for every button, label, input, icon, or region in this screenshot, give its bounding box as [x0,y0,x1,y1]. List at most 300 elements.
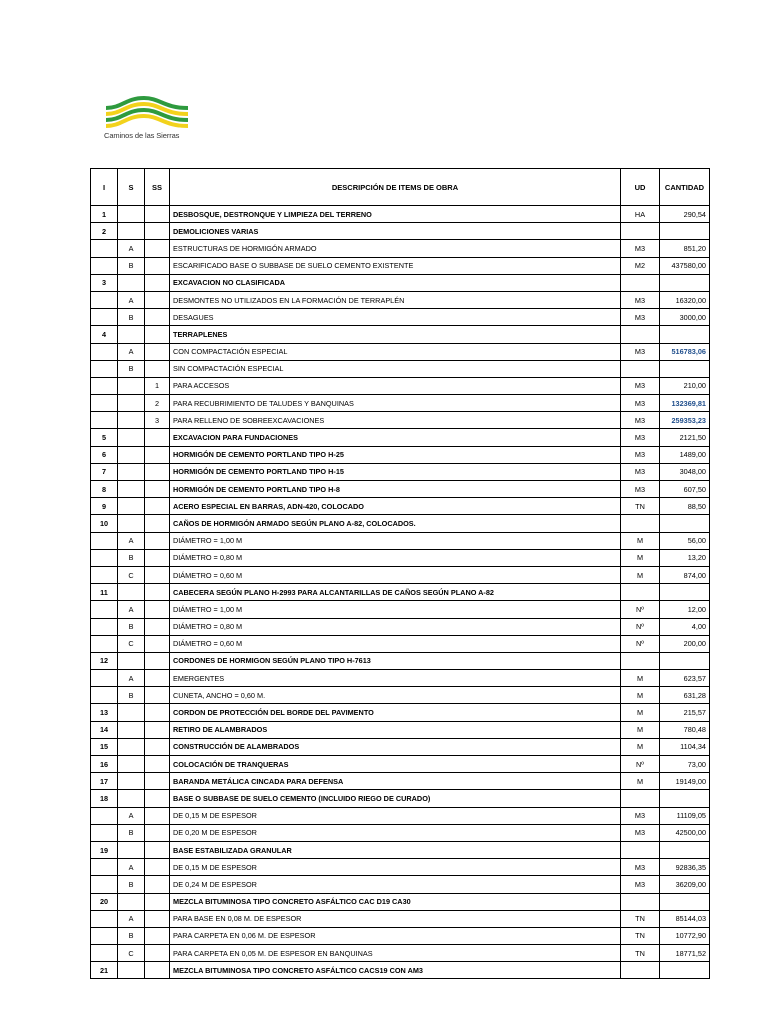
cell-subitem: C [118,945,145,962]
cell-item-number: 4 [91,326,118,343]
table-row [91,360,710,377]
cell-subsubitem [145,635,170,652]
cell-subsubitem [145,704,170,721]
cell-quantity [660,584,710,601]
table-row [91,756,710,773]
cell-description: DIÁMETRO = 1,00 M [170,532,621,549]
cell-description: BASE O SUBBASE DE SUELO CEMENTO (INCLUIDO RIEGO DE CURADO) [170,790,621,807]
cell-unit: M3 [621,824,660,841]
cell-subitem [118,412,145,429]
cell-unit [621,893,660,910]
cell-subitem: A [118,343,145,360]
cell-subsubitem: 2 [145,395,170,412]
cell-subitem: A [118,670,145,687]
cell-unit: M [621,721,660,738]
cell-subsubitem [145,532,170,549]
cell-item-number: 7 [91,463,118,480]
header-description: DESCRIPCIÓN DE ITEMS DE OBRA [170,169,621,206]
cell-description: TERRAPLENES [170,326,621,343]
table-row [91,463,710,480]
cell-unit: M3 [621,807,660,824]
cell-subsubitem [145,326,170,343]
cell-unit: M [621,566,660,583]
cell-subitem: A [118,859,145,876]
table-row [91,223,710,240]
cell-description: CORDONES DE HORMIGON SEGÚN PLANO TIPO H-7613 [170,652,621,669]
cell-subitem [118,756,145,773]
cell-item-number: 13 [91,704,118,721]
cell-description: DIÁMETRO = 0,80 M [170,618,621,635]
cell-subitem [118,790,145,807]
cell-unit: Nº [621,601,660,618]
cell-subitem [118,773,145,790]
cell-unit [621,652,660,669]
cell-unit [621,360,660,377]
cell-item-number [91,377,118,394]
cell-quantity [660,360,710,377]
cell-unit: M3 [621,291,660,308]
cell-subitem [118,652,145,669]
cell-item-number: 9 [91,498,118,515]
cell-quantity: 210,00 [660,377,710,394]
table-row [91,670,710,687]
table-row [91,395,710,412]
cell-quantity [660,841,710,858]
cell-description: MEZCLA BITUMINOSA TIPO CONCRETO ASFÁLTICO CACS19 CON AM3 [170,962,621,979]
cell-subsubitem [145,893,170,910]
cell-subitem: A [118,240,145,257]
header-s: S [118,169,145,206]
cell-subitem: B [118,927,145,944]
cell-unit: M3 [621,463,660,480]
cell-unit: M3 [621,429,660,446]
cell-subsubitem [145,945,170,962]
cell-subsubitem [145,481,170,498]
cell-quantity: 18771,52 [660,945,710,962]
cell-unit [621,841,660,858]
cell-subsubitem [145,274,170,291]
company-logo [104,96,190,142]
cell-description: CONSTRUCCIÓN DE ALAMBRADOS [170,738,621,755]
cell-quantity: 200,00 [660,635,710,652]
header-ss: SS [145,169,170,206]
cell-subsubitem [145,584,170,601]
cell-subsubitem [145,876,170,893]
cell-item-number [91,412,118,429]
table-row [91,309,710,326]
cell-item-number [91,240,118,257]
table-row [91,206,710,223]
cell-subsubitem [145,343,170,360]
cell-description: DIÁMETRO = 0,60 M [170,566,621,583]
cell-subitem: B [118,257,145,274]
cell-subitem [118,584,145,601]
cell-item-number [91,635,118,652]
cell-description: ACERO ESPECIAL EN BARRAS, ADN-420, COLOCADO [170,498,621,515]
cell-unit: M [621,687,660,704]
cell-subitem: C [118,566,145,583]
cell-quantity: 42500,00 [660,824,710,841]
cell-subsubitem [145,309,170,326]
cell-subitem [118,395,145,412]
cell-description: HORMIGÓN DE CEMENTO PORTLAND TIPO H-25 [170,446,621,463]
cell-quantity: 215,57 [660,704,710,721]
cell-quantity: 623,57 [660,670,710,687]
cell-unit [621,790,660,807]
cell-unit: M2 [621,257,660,274]
cell-quantity [660,326,710,343]
cell-unit: TN [621,910,660,927]
cell-subsubitem [145,962,170,979]
header-ud: UD [621,169,660,206]
table-row [91,618,710,635]
table-row [91,738,710,755]
cell-quantity: 88,50 [660,498,710,515]
cell-subsubitem [145,618,170,635]
cell-item-number: 17 [91,773,118,790]
cell-quantity: 132369,81 [660,395,710,412]
cell-subsubitem: 1 [145,377,170,394]
cell-quantity: 516783,06 [660,343,710,360]
cell-unit: M3 [621,446,660,463]
cell-subsubitem [145,566,170,583]
cell-subsubitem [145,498,170,515]
cell-item-number: 6 [91,446,118,463]
table-row [91,790,710,807]
cell-item-number [91,807,118,824]
cell-item-number: 19 [91,841,118,858]
cell-subsubitem [145,687,170,704]
cell-quantity: 36209,00 [660,876,710,893]
cell-description: PARA RECUBRIMIENTO DE TALUDES Y BANQUINAS [170,395,621,412]
cell-quantity: 3000,00 [660,309,710,326]
table-row [91,652,710,669]
cell-description: DEMOLICIONES VARIAS [170,223,621,240]
cell-subitem: A [118,807,145,824]
cell-quantity: 12,00 [660,601,710,618]
table-row [91,584,710,601]
cell-item-number: 2 [91,223,118,240]
cell-subsubitem [145,859,170,876]
cell-quantity [660,652,710,669]
cell-description: HORMIGÓN DE CEMENTO PORTLAND TIPO H-8 [170,481,621,498]
cell-description: DESMONTES NO UTILIZADOS EN LA FORMACIÓN DE TERRAPLÉN [170,291,621,308]
cell-subitem: C [118,635,145,652]
cell-item-number [91,687,118,704]
cell-subitem [118,223,145,240]
cell-item-number: 11 [91,584,118,601]
cell-description: EMERGENTES [170,670,621,687]
cell-subitem [118,206,145,223]
cell-quantity: 16320,00 [660,291,710,308]
cell-item-number [91,859,118,876]
cell-subitem: B [118,687,145,704]
table-row [91,945,710,962]
cell-unit [621,274,660,291]
cell-item-number [91,945,118,962]
cell-quantity: 11109,05 [660,807,710,824]
table-row [91,412,710,429]
cell-description: DE 0,15 M DE ESPESOR [170,859,621,876]
cell-unit: M [621,704,660,721]
table-row [91,515,710,532]
cell-subitem [118,704,145,721]
cell-subitem: A [118,291,145,308]
cell-description: DESAGUES [170,309,621,326]
cell-subsubitem [145,807,170,824]
cell-description: PARA CARPETA EN 0,06 M. DE ESPESOR [170,927,621,944]
cell-item-number [91,395,118,412]
cell-quantity [660,223,710,240]
cell-subitem: B [118,876,145,893]
cell-subsubitem [145,910,170,927]
cell-quantity: 56,00 [660,532,710,549]
cell-description: RETIRO DE ALAMBRADOS [170,721,621,738]
cell-subsubitem [145,738,170,755]
cell-item-number [91,910,118,927]
cell-item-number [91,291,118,308]
cell-description: PARA ACCESOS [170,377,621,394]
cell-quantity: 19149,00 [660,773,710,790]
table-row [91,446,710,463]
cell-subsubitem [145,652,170,669]
cell-item-number: 5 [91,429,118,446]
cell-unit: M3 [621,481,660,498]
cell-description: BARANDA METÁLICA CINCADA PARA DEFENSA [170,773,621,790]
table-row [91,549,710,566]
cell-item-number [91,670,118,687]
cell-quantity [660,893,710,910]
table-row [91,910,710,927]
cell-unit: Nº [621,756,660,773]
cell-unit: M3 [621,343,660,360]
cell-subsubitem: 3 [145,412,170,429]
cell-description: DE 0,24 M DE ESPESOR [170,876,621,893]
cell-item-number [91,566,118,583]
cell-quantity: 3048,00 [660,463,710,480]
cell-quantity [660,962,710,979]
cell-quantity: 13,20 [660,549,710,566]
cell-unit: M3 [621,859,660,876]
cell-item-number [91,343,118,360]
cell-description: PARA CARPETA EN 0,05 M. DE ESPESOR EN BANQUINAS [170,945,621,962]
cell-quantity: 874,00 [660,566,710,583]
cell-unit [621,223,660,240]
cell-description: MEZCLA BITUMINOSA TIPO CONCRETO ASFÁLTICO CAC D19 CA30 [170,893,621,910]
cell-unit: M [621,738,660,755]
cell-description: DIÁMETRO = 0,80 M [170,549,621,566]
cell-subitem [118,515,145,532]
cell-unit: TN [621,945,660,962]
cell-quantity: 851,20 [660,240,710,257]
cell-description: EXCAVACION PARA FUNDACIONES [170,429,621,446]
cell-item-number [91,601,118,618]
cell-subsubitem [145,240,170,257]
cell-unit [621,962,660,979]
cell-subsubitem [145,360,170,377]
cell-subitem [118,446,145,463]
cell-unit [621,584,660,601]
cell-description: ESCARIFICADO BASE O SUBBASE DE SUELO CEMENTO EXISTENTE [170,257,621,274]
cell-unit: Nº [621,618,660,635]
table-row [91,704,710,721]
cell-unit: M3 [621,412,660,429]
cell-unit: M3 [621,395,660,412]
table-row [91,962,710,979]
cell-subitem [118,721,145,738]
cell-quantity [660,274,710,291]
cell-subsubitem [145,549,170,566]
cell-subsubitem [145,446,170,463]
cell-subitem: A [118,601,145,618]
cell-subsubitem [145,429,170,446]
cell-unit: HA [621,206,660,223]
table-row [91,876,710,893]
cell-subsubitem [145,721,170,738]
table-row [91,927,710,944]
cell-description: COLOCACIÓN DE TRANQUERAS [170,756,621,773]
cell-item-number: 1 [91,206,118,223]
table-row [91,841,710,858]
cell-description: ESTRUCTURAS DE HORMIGÓN ARMADO [170,240,621,257]
cell-subsubitem [145,463,170,480]
cell-subitem: B [118,549,145,566]
table-row [91,687,710,704]
cell-item-number [91,876,118,893]
cell-subsubitem [145,927,170,944]
cell-subsubitem [145,824,170,841]
table-row [91,859,710,876]
cell-subitem [118,962,145,979]
cell-subsubitem [145,206,170,223]
cell-quantity: 2121,50 [660,429,710,446]
cell-subsubitem [145,223,170,240]
cell-subitem: A [118,910,145,927]
cell-subsubitem [145,291,170,308]
cell-item-number [91,257,118,274]
cell-unit: M [621,773,660,790]
cell-description: DIÁMETRO = 0,60 M [170,635,621,652]
cell-item-number: 15 [91,738,118,755]
table-row [91,893,710,910]
cell-subsubitem [145,841,170,858]
cell-description: BASE ESTABILIZADA GRANULAR [170,841,621,858]
cell-quantity [660,515,710,532]
cell-quantity: 4,00 [660,618,710,635]
cell-item-number [91,549,118,566]
cell-quantity [660,790,710,807]
cell-subsubitem [145,601,170,618]
logo-waves-icon [104,96,190,132]
cell-subitem [118,498,145,515]
cell-item-number: 3 [91,274,118,291]
header-i: I [91,169,118,206]
cell-item-number [91,824,118,841]
table-row [91,635,710,652]
table-row [91,240,710,257]
cell-unit: TN [621,927,660,944]
cell-description: DE 0,20 M DE ESPESOR [170,824,621,841]
cell-description: DE 0,15 M DE ESPESOR [170,807,621,824]
cell-subitem [118,481,145,498]
cell-subitem [118,326,145,343]
cell-subitem [118,841,145,858]
cell-subitem [118,463,145,480]
cell-unit: M [621,670,660,687]
cell-description: DIÁMETRO = 1,00 M [170,601,621,618]
cell-unit [621,515,660,532]
table-row [91,721,710,738]
cell-quantity: 1489,00 [660,446,710,463]
table-row [91,498,710,515]
logo-text: Caminos de las Sierras [104,131,180,140]
items-table [90,168,710,979]
cell-item-number: 20 [91,893,118,910]
cell-subsubitem [145,756,170,773]
cell-quantity: 10772,90 [660,927,710,944]
cell-subitem: A [118,532,145,549]
cell-description: DESBOSQUE, DESTRONQUE Y LIMPIEZA DEL TERRENO [170,206,621,223]
cell-subitem: B [118,309,145,326]
cell-item-number: 14 [91,721,118,738]
table-row [91,481,710,498]
table-row [91,601,710,618]
cell-unit: M3 [621,309,660,326]
cell-quantity: 259353,23 [660,412,710,429]
header-cantidad: CANTIDAD [660,169,710,206]
cell-subitem [118,429,145,446]
cell-item-number [91,618,118,635]
cell-quantity: 631,28 [660,687,710,704]
table-row [91,566,710,583]
cell-item-number: 8 [91,481,118,498]
table-row [91,257,710,274]
cell-description: CON COMPACTACIÓN ESPECIAL [170,343,621,360]
cell-subitem [118,738,145,755]
cell-description: EXCAVACION NO CLASIFICADA [170,274,621,291]
table-row [91,291,710,308]
cell-quantity: 437580,00 [660,257,710,274]
cell-subitem: B [118,360,145,377]
cell-description: PARA BASE EN 0,08 M. DE ESPESOR [170,910,621,927]
cell-unit: M3 [621,876,660,893]
table-row [91,824,710,841]
cell-subitem: B [118,618,145,635]
table-row [91,807,710,824]
cell-item-number: 12 [91,652,118,669]
cell-unit [621,326,660,343]
cell-unit: M3 [621,240,660,257]
cell-item-number [91,360,118,377]
cell-quantity: 1104,34 [660,738,710,755]
cell-subitem [118,274,145,291]
cell-quantity: 607,50 [660,481,710,498]
cell-subsubitem [145,257,170,274]
table-row [91,343,710,360]
cell-subitem [118,893,145,910]
table-row [91,429,710,446]
cell-subsubitem [145,790,170,807]
cell-quantity: 290,54 [660,206,710,223]
cell-subsubitem [145,773,170,790]
cell-description: CUNETA, ANCHO = 0,60 M. [170,687,621,704]
cell-unit: M [621,532,660,549]
cell-description: PARA RELLENO DE SOBREEXCAVACIONES [170,412,621,429]
cell-item-number: 16 [91,756,118,773]
cell-quantity: 73,00 [660,756,710,773]
cell-quantity: 92836,35 [660,859,710,876]
cell-item-number: 10 [91,515,118,532]
